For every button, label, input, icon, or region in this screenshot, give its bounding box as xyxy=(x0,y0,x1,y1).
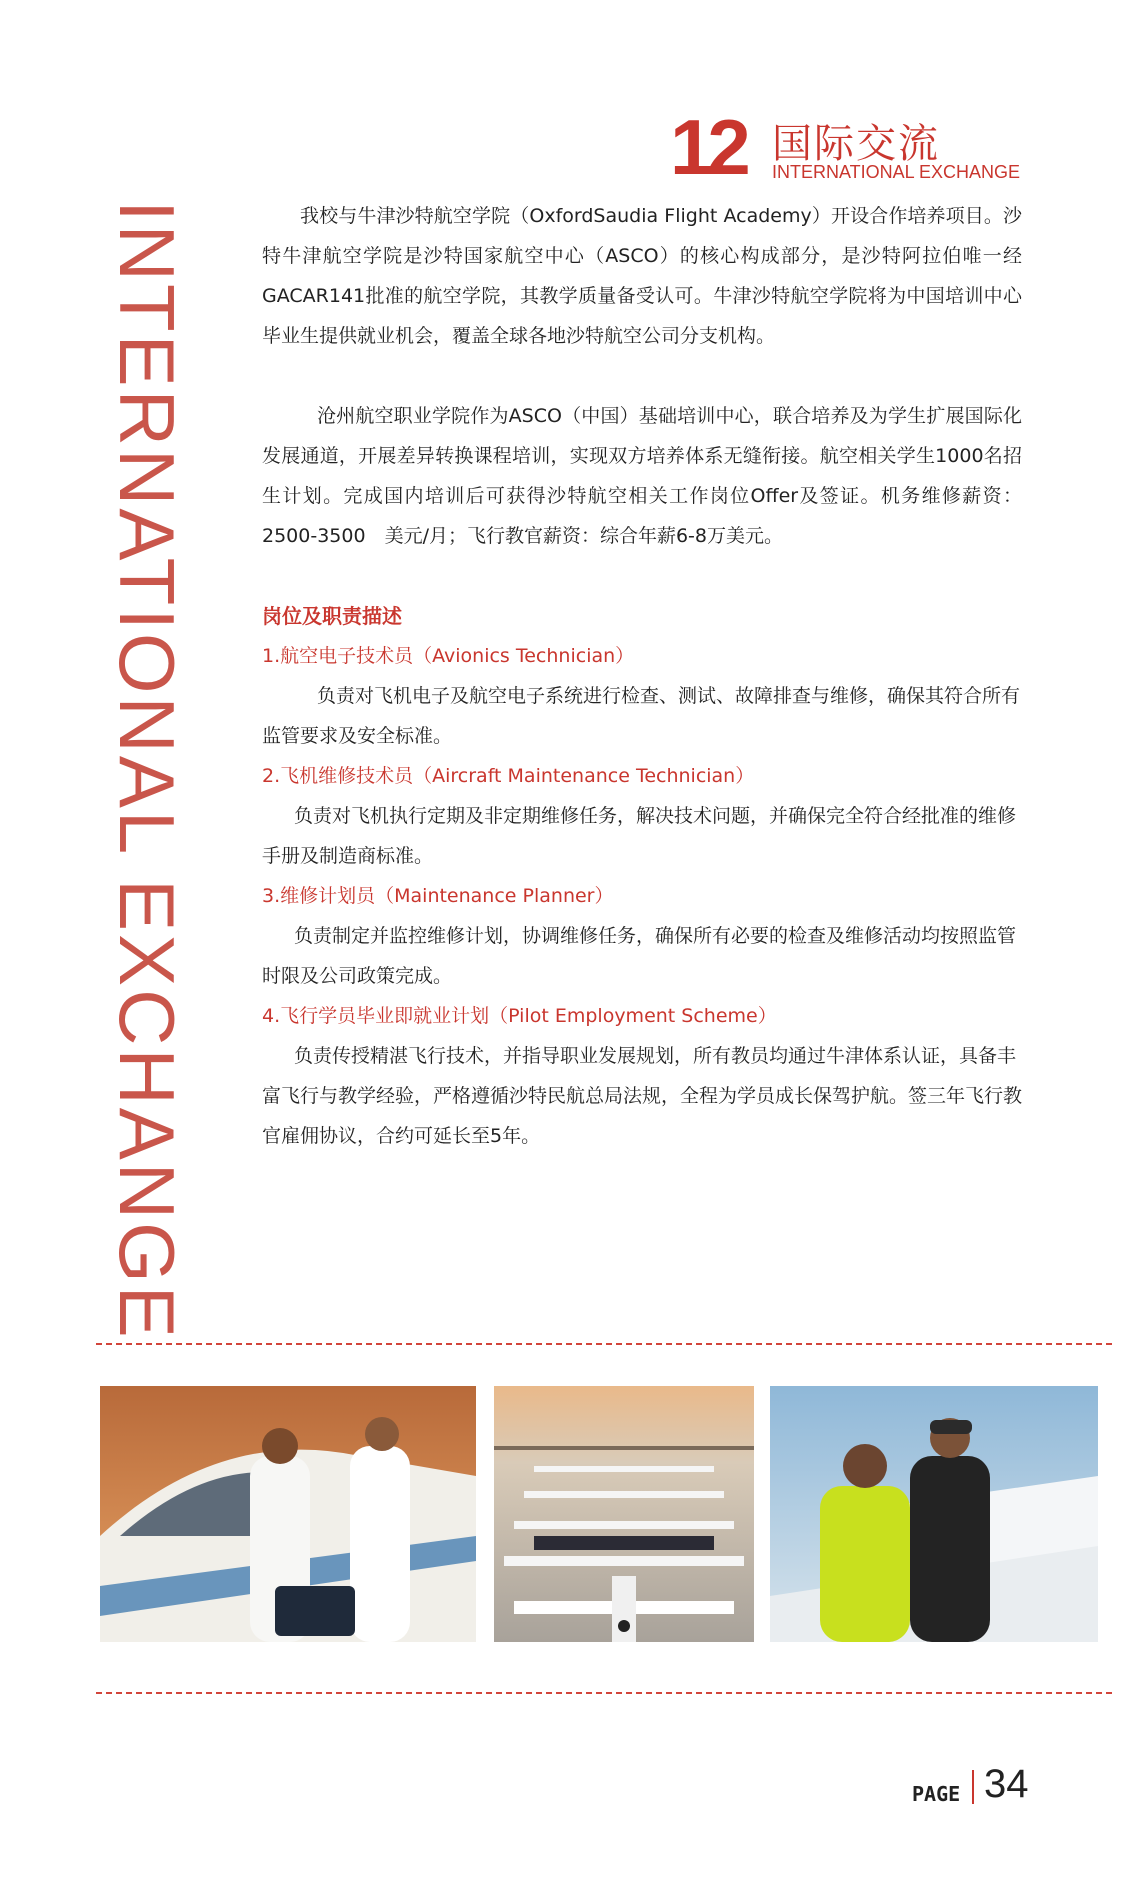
job-title-4: 4.飞行学员毕业即就业计划（Pilot Employment Scheme） xyxy=(262,1005,777,1027)
jobs-heading: 岗位及职责描述 xyxy=(262,604,402,628)
job-desc-1: 负责对飞机电子及航空电子系统进行检查、测试、故障排查与维修，确保其符合所有监管要求及安全标准。 xyxy=(262,685,1021,747)
divider-bottom xyxy=(96,1692,1112,1694)
page-number: 34 xyxy=(984,1762,1029,1806)
job-desc-2: 负责对飞机执行定期及非定期维修任务，解决技术问题，并确保完全符合经批准的维修手册及制造商标准。 xyxy=(262,805,1017,867)
vertical-side-banner: INTERNATIONAL EXCHANGE xyxy=(103,200,191,1341)
divider-top xyxy=(96,1343,1112,1345)
job-title-1: 1.航空电子技术员（Avionics Technician） xyxy=(262,645,635,667)
main-content xyxy=(262,196,1022,1156)
section-subtitle: INTERNATIONAL EXCHANGE xyxy=(772,162,1021,182)
page-label: PAGE xyxy=(912,1782,961,1806)
section-number: 12 xyxy=(670,103,745,191)
intro-paragraph-2: 沧州航空职业学院作为ASCO（中国）基础培训中心，联合培养及为学生扩展国际化发展通道，开展差异转换课程培训，实现双方培养体系无缝衔接。航空相关学生1000名招生计划。完成国内培训后可获得沙特航空相关工作岗位Offer及签证。机务维修薪资：2500-3500 美元/月；飞行教官薪资：综合年薪6-8万美元。 xyxy=(262,405,1022,547)
job-title-2: 2.飞机维修技术员（Aircraft Maintenance Technician） xyxy=(262,765,755,787)
photo-crew-with-aircraft xyxy=(100,1386,476,1642)
job-desc-3: 负责制定并监控维修计划，协调维修任务，确保所有必要的检查及维修活动均按照监管时限及公司政策完成。 xyxy=(262,925,1017,987)
page-separator xyxy=(972,1770,974,1804)
section-title: 国际交流 xyxy=(772,121,940,167)
photo-fleet-lineup xyxy=(494,1386,754,1642)
intro-paragraph-1: 我校与牛津沙特航空学院（OxfordSaudia Flight Academy）开设合作培养项目。沙特牛津航空学院是沙特国家航空中心（ASCO）的核心构成部分，是沙特阿拉伯唯一经GACAR141批准的航空学院，其教学质量备受认可。牛津沙特航空学院将为中国培训中心毕业生提供就业机会，覆盖全球各地沙特航空公司分支机构。 xyxy=(262,205,1022,347)
job-title-3: 3.维修计划员（Maintenance Planner） xyxy=(262,885,614,907)
job-desc-4: 负责传授精湛飞行技术，并指导职业发展规划，所有教员均通过牛津体系认证，具备丰富飞行与教学经验，严格遵循沙特民航总局法规，全程为学员成长保驾护航。签三年飞行教官雇佣协议，合约可延长至5年。 xyxy=(262,1045,1023,1147)
photo-instructor-and-student xyxy=(770,1386,1098,1642)
